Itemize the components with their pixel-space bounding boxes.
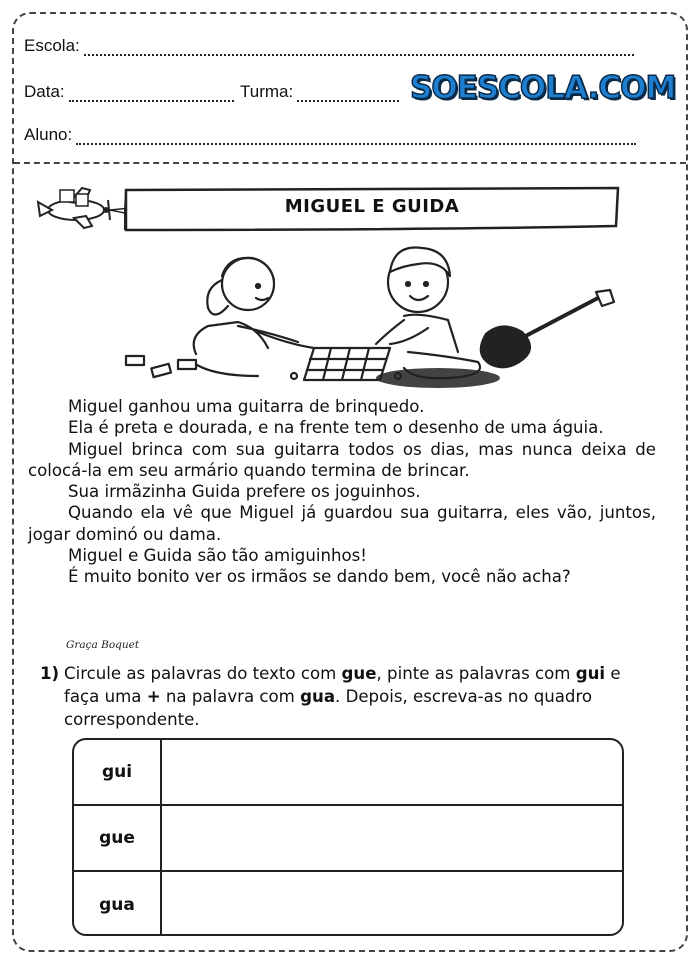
question-part: na palavra com (160, 687, 301, 706)
student-field[interactable] (24, 125, 636, 145)
student-label: Aluno: (24, 125, 73, 144)
airplane-icon (34, 180, 134, 232)
story-paragraph: Sua irmãzinha Guida prefere os joguinhos. (68, 482, 421, 502)
school-label: Escola: (24, 36, 80, 55)
table-row (74, 806, 622, 872)
student-line[interactable] (76, 131, 636, 145)
story-author: Graça Boquet (66, 639, 140, 651)
story-paragraph: Ela é preta e dourada, e na frente tem o desenho de uma águia. (68, 418, 604, 438)
date-line[interactable] (69, 88, 234, 102)
question-keyword: gue (341, 664, 377, 683)
story-text (28, 396, 656, 588)
question-part: e faça uma (64, 664, 621, 706)
class-line[interactable] (297, 88, 399, 102)
site-logo: SOESCOLA.COM (410, 70, 676, 106)
row-label: gua (74, 872, 162, 936)
school-line[interactable] (84, 42, 634, 56)
answer-cell-gue[interactable] (162, 806, 622, 870)
question-keyword: gui (575, 664, 606, 683)
answer-cell-gui[interactable] (162, 740, 622, 804)
school-field[interactable] (24, 36, 634, 56)
story-title: MIGUEL E GUIDA (284, 196, 460, 217)
question-part: . Depois, escreva-as no quadro correspondente. (64, 687, 593, 729)
question-keyword: + (146, 687, 161, 706)
answer-table (72, 738, 624, 936)
answer-cell-gua[interactable] (162, 872, 622, 936)
date-field[interactable] (24, 82, 234, 102)
story-paragraph: Miguel e Guida são tão amiguinhos! (68, 546, 367, 566)
date-label: Data: (24, 82, 65, 101)
header-divider (14, 162, 686, 164)
question-text (64, 662, 660, 731)
story-paragraph: Miguel ganhou uma guitarra de brinquedo. (68, 397, 425, 416)
question-number: 1) (40, 664, 60, 683)
table-row (74, 740, 622, 806)
kids-playing-illustration (118, 236, 618, 391)
table-row (74, 872, 622, 936)
question-part: , pinte as palavras com (376, 664, 576, 683)
story-paragraph: É muito bonito ver os irmãos se dando bem, você não acha? (68, 567, 571, 587)
story-paragraph: Miguel brinca com sua guitarra todos os dias, mas nunca deixa de colocá-la em seu armário quando termina de brincar. (28, 439, 656, 480)
class-field[interactable] (240, 82, 399, 102)
question-1 (40, 662, 660, 731)
row-label: gue (74, 806, 162, 870)
question-part: Circule as palavras do texto com (64, 664, 342, 683)
row-label: gui (74, 740, 162, 804)
question-keyword: gua (300, 687, 336, 706)
class-label: Turma: (240, 82, 294, 101)
story-paragraph: Quando ela vê que Miguel já guardou sua guitarra, eles vão, juntos, jogar dominó ou dama. (28, 503, 656, 544)
